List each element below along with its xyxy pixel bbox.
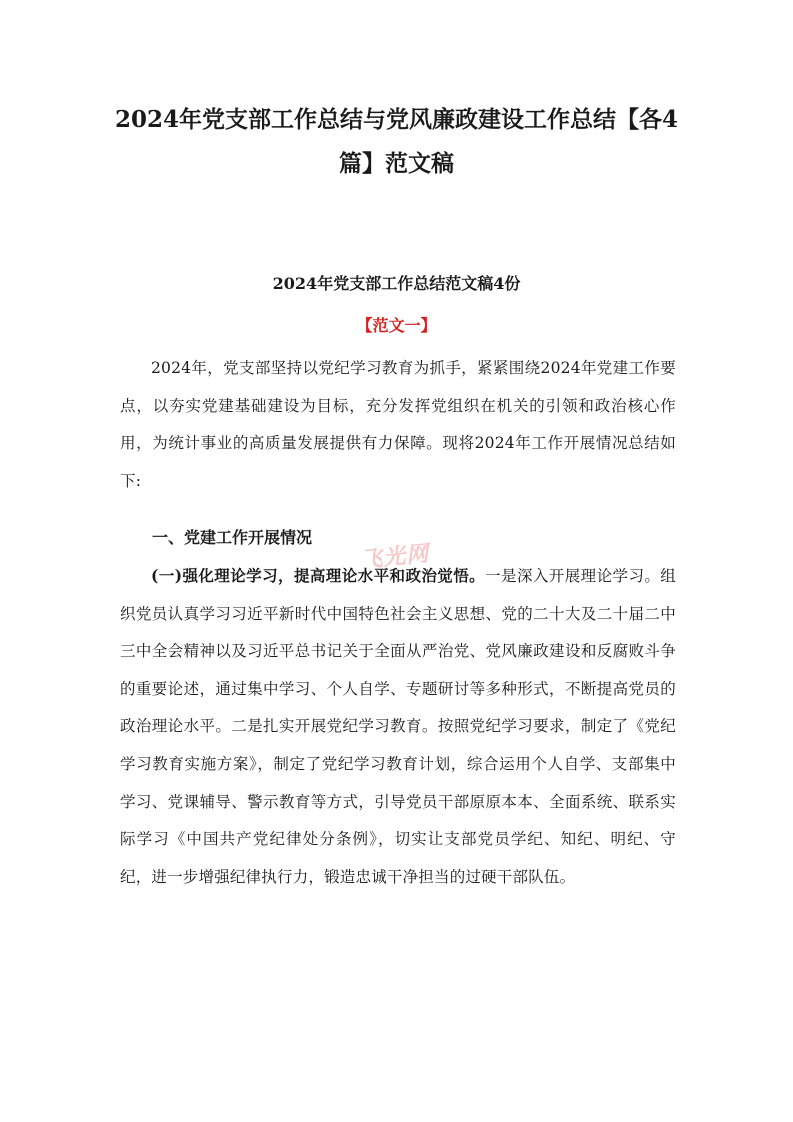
sample-label: 【范文一】: [356, 316, 437, 335]
section-title: 2024年党支部工作总结范文稿4份: [272, 274, 521, 293]
paragraph-body: 一是深入开展理论学习。组织党员认真学习习近平新时代中国特色社会主义思想、党的二十大及二十届二中三中全会精神以及习近平总书记关于全面从严治党、党风廉政建设和反腐败斗争的重要论述，通过集中学习、个人自学、专题研讨等多种形式，不断提高党员的政治理论水平。二是扎实开展党纪学习教育。按照党纪学习要求，制定了《党纪学习教育实施方案》，制定了党纪学习教育计划，综合运用个人自学、支部集中学习、党课辅导、警示教育等方式，引导党员干部原原本本、全面系统、联系实际学习《中国共产党纪律处分条例》，切实让支部党员学纪、知纪、明纪、守纪，进一步增强纪律执行力，锻造忠诚干净担当的过硬干部队伍。: [120, 567, 677, 886]
intro-paragraph: 2024年，党支部坚持以党纪学习教育为抓手，紧紧围绕2024年党建工作要点，以夯实党建基础建设为目标，充分发挥党组织在机关的引领和政治核心作用，为统计事业的高质量发展提供有力保障。现将2024年工作开展情况总结如下:: [120, 359, 676, 490]
paragraph-lead-heading: (一)强化理论学习，提高理论水平和政治觉悟。: [151, 566, 486, 585]
watermark: 飞光网: [359, 541, 431, 574]
theory-study-paragraph: [120, 557, 676, 896]
document-title: 2024年党支部工作总结与党风廉政建设工作总结【各4篇】范文稿: [114, 106, 679, 177]
part-heading: 一、党建工作开展情况: [152, 528, 313, 547]
